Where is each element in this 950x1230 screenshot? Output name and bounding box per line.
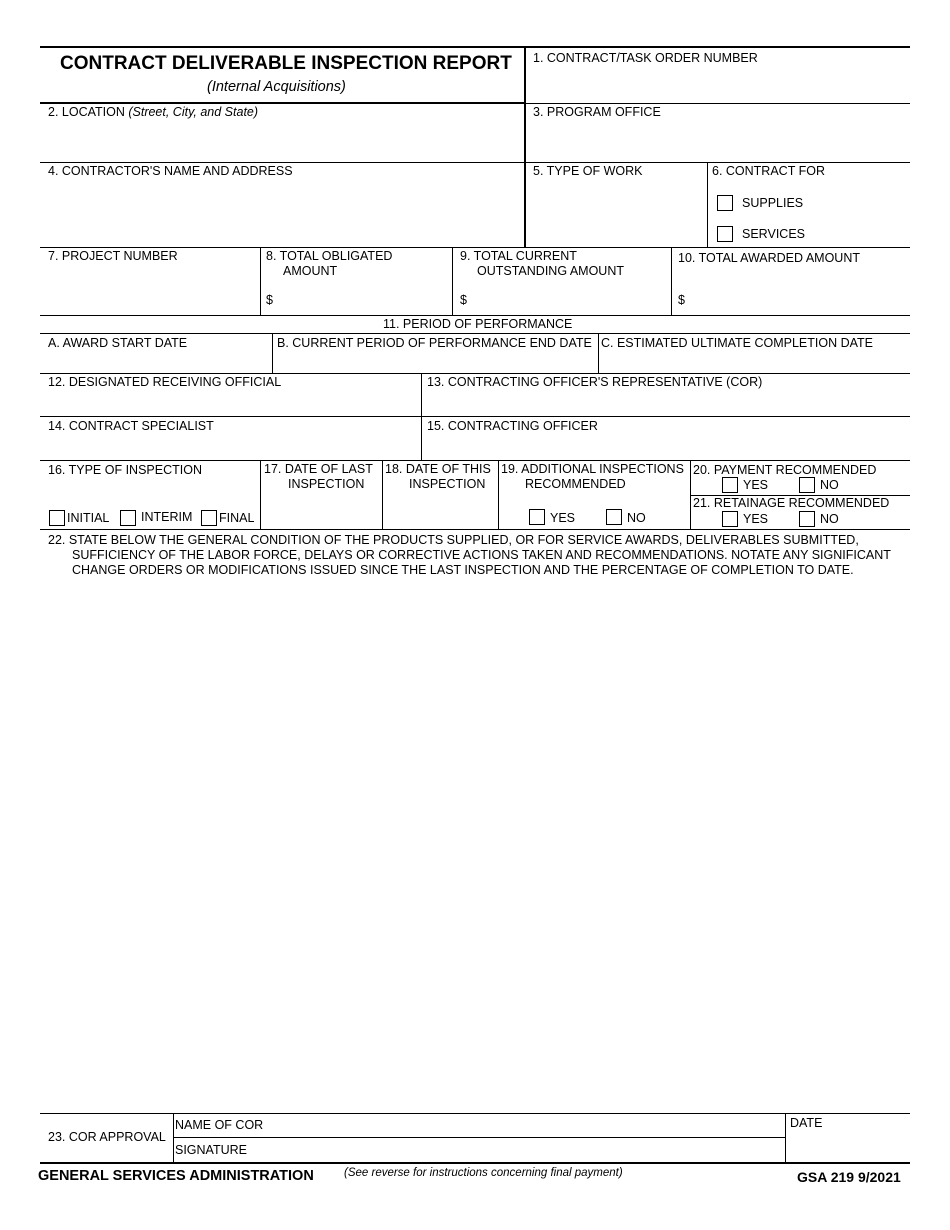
- type-of-work-field[interactable]: [526, 181, 707, 247]
- location-hint: (Street, City, and State): [128, 105, 259, 119]
- payment-no-label: NO: [820, 478, 839, 492]
- designated-receiving-official-label: 12. DESIGNATED RECEIVING OFFICIAL: [48, 375, 282, 389]
- location-field[interactable]: [40, 122, 524, 162]
- contracting-officer-label: 15. CONTRACTING OFFICER: [427, 419, 598, 433]
- additional-inspections-line2: RECOMMENDED: [525, 477, 626, 491]
- total-awarded-amount-label: 10. TOTAL AWARDED AMOUNT: [678, 251, 860, 265]
- form-id: GSA 219 9/2021: [797, 1169, 901, 1185]
- date-this-line2: INSPECTION: [409, 477, 486, 491]
- cor-label: 13. CONTRACTING OFFICER'S REPRESENTATIVE (COR): [427, 375, 763, 389]
- form-subtitle: (Internal Acquisitions): [207, 79, 346, 95]
- additional-inspections-no-label: NO: [627, 511, 646, 525]
- location-label: 2. LOCATION (Street, City, and State): [48, 105, 259, 119]
- total-obligated-line1: 8. TOTAL OBLIGATED: [266, 249, 393, 263]
- date-of-last-inspection-field[interactable]: [261, 495, 382, 529]
- signature-label: SIGNATURE: [175, 1143, 247, 1157]
- total-current-outstanding-label: [460, 249, 624, 279]
- estimated-completion-date-label: C. ESTIMATED ULTIMATE COMPLETION DATE: [601, 336, 874, 350]
- approval-date-field[interactable]: [786, 1132, 910, 1162]
- award-start-date-label: A. AWARD START DATE: [48, 336, 188, 350]
- contract-for-label: 6. CONTRACT FOR: [712, 164, 825, 178]
- additional-inspections-line1: 19. ADDITIONAL INSPECTIONS: [501, 462, 684, 476]
- general-condition-instructions: [48, 533, 891, 578]
- current-pop-end-date-field[interactable]: [273, 352, 598, 373]
- general-condition-line1: 22. STATE BELOW THE GENERAL CONDITION OF THE PRODUCTS SUPPLIED, OR FOR SERVICE AWARDS, DELIVERABLES SUBMITTED,: [48, 533, 859, 547]
- date-last-line1: 17. DATE OF LAST: [264, 462, 373, 476]
- designated-receiving-official-field[interactable]: [40, 392, 421, 416]
- final-payment-note: (See reverse for instructions concerning final payment): [344, 1167, 623, 1179]
- period-of-performance-heading: 11. PERIOD OF PERFORMANCE: [383, 317, 573, 331]
- current-pop-end-date-label: B. CURRENT PERIOD OF PERFORMANCE END DATE: [277, 336, 592, 350]
- general-condition-textarea[interactable]: [40, 582, 910, 1110]
- total-obligated-amount-field[interactable]: [276, 288, 452, 315]
- program-office-field[interactable]: [526, 122, 910, 162]
- payment-yes-label: YES: [743, 478, 769, 492]
- name-of-cor-field[interactable]: [262, 1114, 784, 1136]
- interim-label: INTERIM: [141, 510, 193, 524]
- contract-task-order-number-field[interactable]: [526, 68, 910, 102]
- type-of-inspection-label: 16. TYPE OF INSPECTION: [48, 463, 202, 477]
- general-condition-line3: CHANGE ORDERS OR MODIFICATIONS ISSUED SINCE THE LAST INSPECTION AND THE PERCENTAGE OF COMPLETION TO DATE.: [72, 563, 854, 577]
- cor-approval-label: 23. COR APPROVAL: [48, 1130, 166, 1144]
- total-current-outstanding-field[interactable]: [470, 288, 671, 315]
- initial-label: INITIAL: [67, 511, 110, 525]
- type-of-work-label: 5. TYPE OF WORK: [533, 164, 643, 178]
- retainage-yes-checkbox[interactable]: [722, 511, 738, 527]
- total-current-line2: OUTSTANDING AMOUNT: [477, 264, 624, 278]
- initial-checkbox[interactable]: [49, 510, 65, 526]
- project-number-field[interactable]: [40, 266, 260, 315]
- total-obligated-currency: $: [266, 293, 273, 307]
- contracting-officer-field[interactable]: [422, 436, 910, 460]
- contractor-name-address-label: 4. CONTRACTOR'S NAME AND ADDRESS: [48, 164, 293, 178]
- date-this-line1: 18. DATE OF THIS: [385, 462, 491, 476]
- interim-checkbox[interactable]: [120, 510, 136, 526]
- supplies-checkbox[interactable]: [717, 195, 733, 211]
- total-awarded-currency: $: [678, 293, 685, 307]
- retainage-no-label: NO: [820, 512, 839, 526]
- additional-inspections-no-checkbox[interactable]: [606, 509, 622, 525]
- date-label: DATE: [790, 1116, 823, 1130]
- signature-field[interactable]: [250, 1138, 784, 1162]
- payment-no-checkbox[interactable]: [799, 477, 815, 493]
- general-condition-line2: SUFFICIENCY OF THE LABOR FORCE, DELAYS OR CORRECTIVE ACTIONS TAKEN AND RECOMMENDATIONS. NOTATE ANY SIGNIFICANT: [72, 548, 891, 562]
- cor-field[interactable]: [422, 392, 910, 416]
- name-of-cor-label: NAME OF COR: [175, 1118, 264, 1132]
- retainage-recommended-label: 21. RETAINAGE RECOMMENDED: [693, 496, 890, 510]
- additional-inspections-yes-checkbox[interactable]: [529, 509, 545, 525]
- date-of-last-inspection-label: [264, 462, 373, 492]
- services-checkbox[interactable]: [717, 226, 733, 242]
- total-obligated-amount-label: [266, 249, 392, 279]
- contract-specialist-field[interactable]: [40, 436, 421, 460]
- contract-specialist-label: 14. CONTRACT SPECIALIST: [48, 419, 214, 433]
- award-start-date-field[interactable]: [40, 352, 272, 373]
- payment-recommended-label: 20. PAYMENT RECOMMENDED: [693, 463, 877, 477]
- final-checkbox[interactable]: [201, 510, 217, 526]
- contractor-name-address-field[interactable]: [40, 181, 524, 247]
- total-current-currency: $: [460, 293, 467, 307]
- payment-yes-checkbox[interactable]: [722, 477, 738, 493]
- supplies-label: SUPPLIES: [742, 196, 804, 210]
- total-obligated-line2: AMOUNT: [283, 264, 338, 278]
- program-office-label: 3. PROGRAM OFFICE: [533, 105, 661, 119]
- date-last-line2: INSPECTION: [288, 477, 365, 491]
- project-number-label: 7. PROJECT NUMBER: [48, 249, 178, 263]
- additional-inspections-yes-label: YES: [550, 511, 576, 525]
- retainage-yes-label: YES: [743, 512, 769, 526]
- date-of-this-inspection-label: [385, 462, 491, 492]
- final-label: FINAL: [219, 511, 255, 525]
- retainage-no-checkbox[interactable]: [799, 511, 815, 527]
- estimated-completion-date-field[interactable]: [599, 352, 910, 373]
- agency-name: GENERAL SERVICES ADMINISTRATION: [38, 1168, 314, 1184]
- total-awarded-amount-field[interactable]: [688, 288, 910, 315]
- contract-task-order-number-label: 1. CONTRACT/TASK ORDER NUMBER: [533, 51, 758, 65]
- services-label: SERVICES: [742, 227, 805, 241]
- total-current-line1: 9. TOTAL CURRENT: [460, 249, 577, 263]
- form-title: CONTRACT DELIVERABLE INSPECTION REPORT: [60, 53, 512, 74]
- date-of-this-inspection-field[interactable]: [383, 495, 498, 529]
- additional-inspections-label: [501, 462, 684, 492]
